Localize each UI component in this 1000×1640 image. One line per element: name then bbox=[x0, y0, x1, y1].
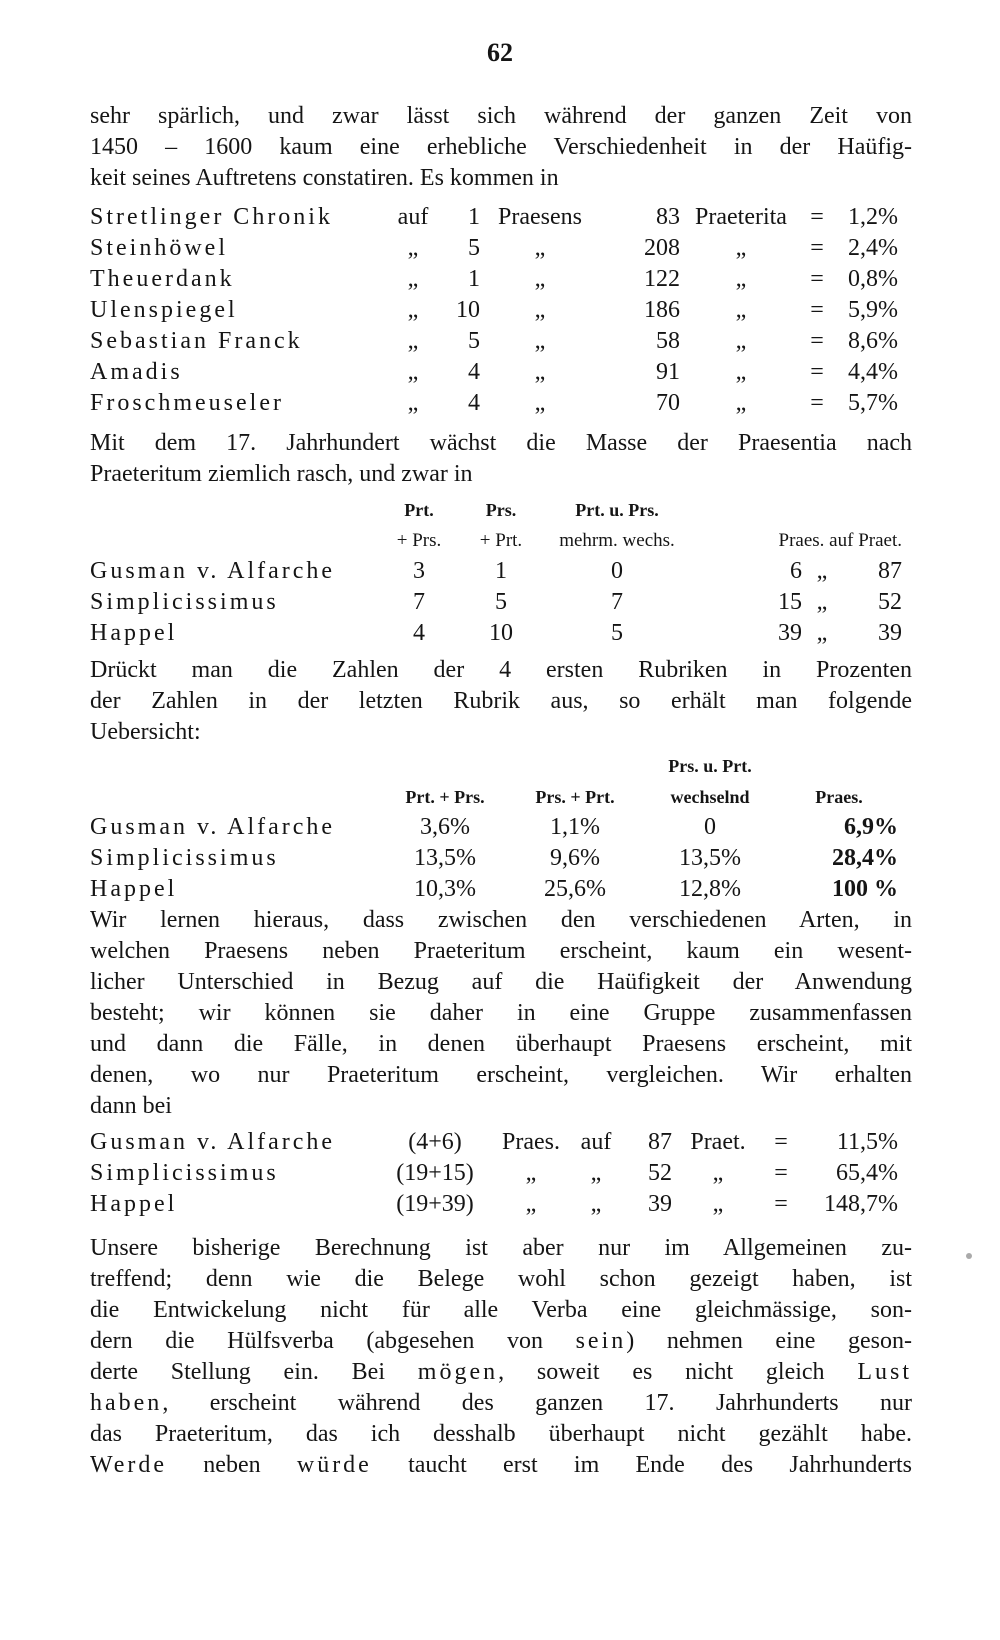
work-title: Happel bbox=[90, 1191, 178, 1217]
table-cell: 70 bbox=[656, 390, 680, 416]
percent-value: 0 bbox=[704, 814, 716, 840]
text-line: und dann die Fälle, in denen überhaupt Praesens erscheint, mit bbox=[90, 1031, 912, 1057]
table-cell: 4 bbox=[468, 359, 480, 385]
table-cell: = bbox=[810, 204, 824, 230]
table-cell: 6 bbox=[790, 558, 802, 584]
table-cell: 7 bbox=[413, 589, 425, 615]
table-cell: 4 bbox=[413, 620, 425, 646]
table-cell: auf bbox=[397, 204, 429, 230]
table-row bbox=[90, 326, 898, 357]
table-cell: 39 bbox=[778, 620, 802, 646]
table-cell: 122 bbox=[644, 266, 680, 292]
table-cell: „ bbox=[590, 1191, 602, 1217]
work-title: Simplicissimus bbox=[90, 1160, 279, 1186]
table-header-row bbox=[90, 781, 898, 812]
percent-value: 5,9% bbox=[848, 297, 898, 323]
text-line: der Zahlen in der letzten Rubrik aus, so erhält man folgende bbox=[90, 688, 912, 714]
table-cell: „ bbox=[735, 359, 747, 385]
text-line: sehr spärlich, und zwar lässt sich während der ganzen Zeit von bbox=[90, 103, 912, 129]
table-counts bbox=[90, 494, 902, 649]
work-title: Froschmeuseler bbox=[90, 390, 284, 416]
work-title: Sebastian Franck bbox=[90, 328, 303, 354]
table-row bbox=[90, 587, 902, 618]
table-cell: Praet. bbox=[690, 1129, 746, 1155]
text-line: Wir lernen hieraus, dass zwischen den verschiedenen Arten, in bbox=[90, 907, 912, 933]
text-line: haben, erscheint während des ganzen 17. Jahrhunderts nur bbox=[90, 1390, 912, 1416]
table-cell: „ bbox=[590, 1160, 602, 1186]
percent-value: 11,5% bbox=[836, 1129, 898, 1155]
percent-value: 12,8% bbox=[679, 876, 741, 902]
table-row bbox=[90, 1127, 898, 1158]
table-cell: „ bbox=[534, 235, 546, 261]
table-header-row bbox=[90, 525, 902, 556]
column-header: Prt. u. Prs. bbox=[575, 499, 659, 520]
table-cell: „ bbox=[712, 1160, 724, 1186]
text-line: Werde neben würde taucht erst im Ende des Jahrhunderts bbox=[90, 1452, 912, 1478]
table-cell: 7 bbox=[611, 589, 623, 615]
table-row bbox=[90, 1189, 898, 1220]
column-header: mehrm. wechs. bbox=[559, 529, 675, 551]
work-title: Gusman v. Alfarche bbox=[90, 814, 336, 840]
table-cell: „ bbox=[712, 1191, 724, 1217]
emphasis-word: sein bbox=[575, 1328, 627, 1354]
table-cell: „ bbox=[735, 235, 747, 261]
column-header: Prs. + Prt. bbox=[535, 786, 615, 807]
table-cell: 5 bbox=[495, 589, 507, 615]
table-cell: = bbox=[810, 359, 824, 385]
table-cell: 1 bbox=[468, 204, 480, 230]
percent-value: 9,6% bbox=[550, 845, 600, 871]
page-number: 62 bbox=[487, 38, 513, 67]
percent-value: 0,8% bbox=[848, 266, 898, 292]
table-cell: „ bbox=[816, 558, 828, 584]
text-line: die Entwickelung nicht für alle Verba eine gleichmässige, son- bbox=[90, 1297, 912, 1323]
table-cell: 83 bbox=[656, 204, 680, 230]
table-cell: 10 bbox=[456, 297, 480, 323]
percent-value: 2,4% bbox=[848, 235, 898, 261]
table-cell: „ bbox=[735, 266, 747, 292]
percent-value: 1,1% bbox=[550, 814, 600, 840]
text-line: Praeteritum ziemlich rasch, und zwar in bbox=[90, 461, 473, 487]
table-cell: 52 bbox=[878, 589, 902, 615]
table-cell: 4 bbox=[468, 390, 480, 416]
table-row bbox=[90, 388, 898, 419]
table-cell: „ bbox=[534, 266, 546, 292]
table-row bbox=[90, 843, 898, 874]
work-title: Theuerdank bbox=[90, 266, 235, 292]
column-header: + Prt. bbox=[479, 529, 523, 551]
table-row bbox=[90, 618, 902, 649]
percent-value: 6,9% bbox=[844, 814, 898, 840]
table-cell: 10 bbox=[489, 620, 513, 646]
text-line: keit seines Auftretens constatiren. Es kommen in bbox=[90, 165, 559, 191]
table-cell: „ bbox=[525, 1191, 537, 1217]
work-title: Simplicissimus bbox=[90, 589, 279, 615]
work-title: Gusman v. Alfarche bbox=[90, 558, 336, 584]
table-cell: 1 bbox=[495, 558, 507, 584]
table-cell: (19+15) bbox=[396, 1160, 474, 1186]
table-cell: (19+39) bbox=[396, 1191, 474, 1217]
text-line: das Praeteritum, das ich desshalb überhaupt nicht gezählt habe. bbox=[90, 1421, 912, 1447]
table-cell: Praesens bbox=[498, 204, 582, 230]
percent-value: 13,5% bbox=[679, 845, 741, 871]
table-cell: „ bbox=[735, 297, 747, 323]
margin-speck bbox=[966, 1253, 972, 1259]
table-cell: „ bbox=[534, 359, 546, 385]
table-cell: „ bbox=[407, 235, 419, 261]
work-title: Stretlinger Chronik bbox=[90, 204, 333, 230]
work-title: Gusman v. Alfarche bbox=[90, 1129, 336, 1155]
percent-value: 1,2% bbox=[848, 204, 898, 230]
table-cell: 58 bbox=[656, 328, 680, 354]
table-cell: „ bbox=[816, 589, 828, 615]
column-header: Prt. bbox=[404, 499, 434, 520]
column-header: Prs. u. Prt. bbox=[668, 755, 752, 776]
table-header-row bbox=[90, 750, 898, 781]
table-cell: 87 bbox=[878, 558, 902, 584]
table-cell: 52 bbox=[648, 1160, 672, 1186]
table-cell: „ bbox=[534, 328, 546, 354]
table-cell: Praes. bbox=[502, 1129, 560, 1155]
table-cell: = bbox=[810, 297, 824, 323]
text-line: dern die Hülfsverba (abgesehen von sein) nehmen eine geson- bbox=[90, 1328, 912, 1354]
column-header: Prt. + Prs. bbox=[405, 786, 485, 807]
table-cell: „ bbox=[407, 390, 419, 416]
percent-value: 4,4% bbox=[848, 359, 898, 385]
percent-value: 148,7% bbox=[824, 1191, 898, 1217]
work-title: Happel bbox=[90, 876, 178, 902]
table-cell: = bbox=[774, 1191, 788, 1217]
table-cell: 5 bbox=[468, 235, 480, 261]
table-row bbox=[90, 295, 898, 326]
table-praesens-praeterita bbox=[90, 202, 898, 419]
paragraph-percent-intro bbox=[90, 655, 912, 748]
table-cell: 39 bbox=[648, 1191, 672, 1217]
emphasis-word: mögen bbox=[417, 1359, 499, 1385]
table-cell: Praeterita bbox=[695, 204, 787, 230]
text-line: 1450 – 1600 kaum eine erhebliche Verschiedenheit in der Haüfig- bbox=[90, 134, 912, 160]
table-cell: 91 bbox=[656, 359, 680, 385]
work-title: Ulenspiegel bbox=[90, 297, 238, 323]
table-cell: 5 bbox=[611, 620, 623, 646]
table-cell: „ bbox=[525, 1160, 537, 1186]
paragraph-auxiliaries bbox=[90, 1233, 912, 1481]
paragraph-conclusion bbox=[90, 905, 912, 1122]
table-cell: „ bbox=[816, 620, 828, 646]
column-header: Praes. auf Praet. bbox=[778, 529, 902, 551]
percent-value: 10,3% bbox=[414, 876, 476, 902]
text-line: besteht; wir können sie daher in eine Gruppe zusammenfassen bbox=[90, 1000, 912, 1026]
text-line: Drückt man die Zahlen der 4 ersten Rubriken in Prozenten bbox=[90, 657, 912, 683]
text-line: Mit dem 17. Jahrhundert wächst die Masse der Praesentia nach bbox=[90, 430, 912, 456]
table-cell: = bbox=[810, 235, 824, 261]
work-title: Simplicissimus bbox=[90, 845, 279, 871]
table-cell: „ bbox=[534, 390, 546, 416]
table-cell: „ bbox=[407, 297, 419, 323]
percent-value: 100 % bbox=[832, 876, 898, 902]
table-row bbox=[90, 1158, 898, 1189]
table-cell: auf bbox=[580, 1129, 612, 1155]
emphasis-word: haben bbox=[90, 1390, 163, 1416]
percent-value: 8,6% bbox=[848, 328, 898, 354]
table-row bbox=[90, 357, 898, 388]
paragraph-17th-century bbox=[90, 428, 912, 490]
text-line: denen, wo nur Praeteritum erscheint, vergleichen. Wir erhalten bbox=[90, 1062, 912, 1088]
table-cell: = bbox=[810, 328, 824, 354]
column-header: + Prs. bbox=[396, 529, 442, 551]
text-line: licher Unterschied in Bezug auf die Haüfigkeit der Anwendung bbox=[90, 969, 912, 995]
table-header-row bbox=[90, 494, 902, 525]
table-cell: 15 bbox=[778, 589, 802, 615]
table-cell: „ bbox=[407, 328, 419, 354]
table-row bbox=[90, 202, 898, 233]
table-cell: 3 bbox=[413, 558, 425, 584]
text-line: dann bei bbox=[90, 1093, 172, 1119]
table-cell: 208 bbox=[644, 235, 680, 261]
percent-value: 25,6% bbox=[544, 876, 606, 902]
percent-value: 65,4% bbox=[836, 1160, 898, 1186]
table-cell: (4+6) bbox=[408, 1129, 462, 1155]
table-cell: 186 bbox=[644, 297, 680, 323]
table-cell: 39 bbox=[878, 620, 902, 646]
work-title: Happel bbox=[90, 620, 178, 646]
column-header: Praes. bbox=[815, 786, 863, 807]
table-cell: 87 bbox=[648, 1129, 672, 1155]
work-title: Amadis bbox=[90, 359, 183, 385]
table-cell: = bbox=[774, 1160, 788, 1186]
column-header: Prs. bbox=[485, 499, 517, 520]
table-percentages bbox=[90, 750, 898, 905]
table-cell: „ bbox=[735, 328, 747, 354]
column-header: wechselnd bbox=[670, 786, 750, 807]
table-cell: = bbox=[810, 266, 824, 292]
table-cell: „ bbox=[735, 390, 747, 416]
table-cell: = bbox=[774, 1129, 788, 1155]
percent-value: 5,7% bbox=[848, 390, 898, 416]
work-title: Steinhöwel bbox=[90, 235, 228, 261]
table-row bbox=[90, 874, 898, 905]
percent-value: 3,6% bbox=[420, 814, 470, 840]
table-cell: 5 bbox=[468, 328, 480, 354]
table-row bbox=[90, 556, 902, 587]
percent-value: 13,5% bbox=[414, 845, 476, 871]
table-cell: „ bbox=[534, 297, 546, 323]
text-line: derte Stellung ein. Bei mögen, soweit es nicht gleich Lust bbox=[90, 1359, 912, 1385]
emphasis-word: Lust bbox=[857, 1359, 912, 1385]
table-cell: 1 bbox=[468, 266, 480, 292]
table-row bbox=[90, 264, 898, 295]
text-line: Uebersicht: bbox=[90, 719, 201, 745]
table-row bbox=[90, 233, 898, 264]
table-cell: = bbox=[810, 390, 824, 416]
table-cell: 0 bbox=[611, 558, 623, 584]
text-line: treffend; denn wie die Belege wohl schon gezeigt haben, ist bbox=[90, 1266, 912, 1292]
table-row bbox=[90, 812, 898, 843]
table-cell: „ bbox=[407, 359, 419, 385]
table-ratio bbox=[90, 1127, 898, 1220]
text-line: welchen Praesens neben Praeteritum erscheint, kaum ein wesent- bbox=[90, 938, 912, 964]
emphasis-word: Werde bbox=[90, 1452, 168, 1478]
paragraph-intro bbox=[90, 101, 912, 194]
percent-value: 28,4% bbox=[832, 845, 898, 871]
emphasis-word: würde bbox=[296, 1452, 372, 1478]
table-cell: „ bbox=[407, 266, 419, 292]
text-line: Unsere bisherige Berechnung ist aber nur im Allgemeinen zu- bbox=[90, 1235, 912, 1261]
